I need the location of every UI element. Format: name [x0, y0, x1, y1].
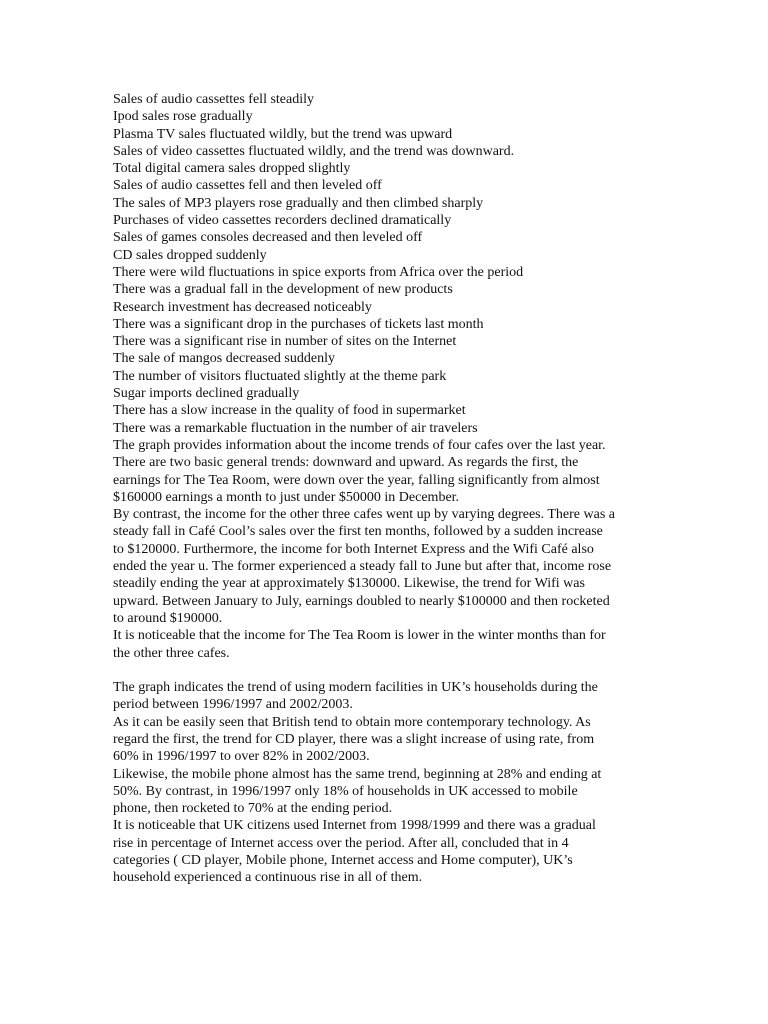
paragraph-line: ended the year u. The former experienced a steady fall to June but after that, income rose [113, 559, 612, 575]
paragraph-line: regard the first, the trend for CD player, there was a slight increase of using rate, from [113, 731, 595, 747]
essay-cafes-paragraph-2 [113, 506, 633, 627]
paragraph-line: period between 1996/1997 and 2002/2003. [113, 697, 353, 713]
sentence-line: Plasma TV sales fluctuated wildly, but the trend was upward [113, 126, 453, 142]
paragraph-line: earnings for The Tea Room, were down over the year, falling significantly from almost [113, 472, 600, 488]
sentence-line: Sugar imports declined gradually [113, 386, 300, 402]
sentence-line: The sales of MP3 players rose gradually and then climbed sharply [113, 195, 484, 211]
sentence-line: Ipod sales rose gradually [113, 109, 253, 125]
sentence-line: There has a slow increase in the quality of food in supermarket [113, 403, 466, 419]
essay-cafes [113, 437, 633, 662]
paragraph-line: $160000 earnings a month to just under $50000 in December. [113, 489, 460, 505]
sentence-line: Sales of audio cassettes fell steadily [113, 92, 314, 107]
paragraph-line: to around $190000. [113, 610, 223, 626]
paragraph-line: By contrast, the income for the other three cafes went up by varying degrees. There was a [113, 507, 615, 523]
essay-cafes-paragraph-1 [113, 437, 633, 506]
essay-households-paragraph-2 [113, 714, 633, 766]
sentence-line: Research investment has decreased noticeably [113, 299, 372, 315]
paragraph-line: As it can be easily seen that British tend to obtain more contemporary technology. As [113, 714, 591, 730]
paragraph-line: It is noticeable that the income for The Tea Room is lower in the winter months than for [113, 628, 606, 644]
sentence-line: There was a significant rise in number of sites on the Internet [113, 334, 457, 350]
paragraph-line: steadily ending the year at approximately $130000. Likewise, the trend for Wifi was [113, 576, 585, 592]
blank-line [113, 662, 633, 679]
sentence-line: Sales of video cassettes fluctuated wildly, and the trend was downward. [113, 143, 515, 159]
paragraph-line: 50%. By contrast, in 1996/1997 only 18% of households in UK accessed to mobile [113, 783, 578, 799]
sentence-line: The sale of mangos decreased suddenly [113, 351, 335, 367]
paragraph-line: The graph indicates the trend of using modern facilities in UK’s households during the [113, 680, 598, 696]
essay-households-paragraph-4 [113, 817, 633, 886]
sentence-line: There was a gradual fall in the development of new products [113, 282, 453, 298]
paragraph-line: phone, then rocketed to 70% at the ending period. [113, 801, 393, 817]
sentence-line: There was a significant drop in the purchases of tickets last month [113, 316, 484, 332]
paragraph-line: upward. Between January to July, earnings doubled to nearly $100000 and then rocketed [113, 593, 610, 609]
paragraph-line: steady fall in Café Cool’s sales over the first ten months, followed by a sudden increase [113, 524, 603, 540]
paragraph-line: There are two basic general trends: downward and upward. As regards the first, the [113, 455, 579, 471]
sentence-line: CD sales dropped suddenly [113, 247, 267, 263]
paragraph-line: the other three cafes. [113, 645, 230, 661]
essay-cafes-paragraph-3 [113, 627, 633, 662]
paragraph-line: to $120000. Furthermore, the income for both Internet Express and the Wifi Café also [113, 541, 594, 557]
essay-households-paragraph-1 [113, 679, 633, 714]
sentence-line: Sales of games consoles decreased and then leveled off [113, 230, 423, 246]
paragraph-line: categories ( CD player, Mobile phone, Internet access and Home computer), UK’s [113, 853, 573, 869]
sentence-line: The number of visitors fluctuated slightly at the theme park [113, 368, 447, 384]
sentence-line: Purchases of video cassettes recorders declined dramatically [113, 213, 452, 229]
essay-households-paragraph-3 [113, 766, 633, 818]
paragraph-line: The graph provides information about the income trends of four cafes over the last year. [113, 437, 606, 453]
paragraph-line: rise in percentage of Internet access over the period. After all, concluded that in 4 [113, 835, 569, 851]
document-page [113, 91, 633, 887]
sentence-line: Total digital camera sales dropped slightly [113, 161, 351, 177]
sentence-line: Sales of audio cassettes fell and then leveled off [113, 178, 382, 194]
sentence-line: There was a remarkable fluctuation in the number of air travelers [113, 420, 478, 436]
sentence-line: There were wild fluctuations in spice exports from Africa over the period [113, 264, 524, 280]
paragraph-line: It is noticeable that UK citizens used Internet from 1998/1999 and there was a gradual [113, 818, 596, 834]
paragraph-line: Likewise, the mobile phone almost has the same trend, beginning at 28% and ending at [113, 766, 602, 782]
essay-households [113, 679, 633, 887]
paragraph-line: 60% in 1996/1997 to over 82% in 2002/2003. [113, 749, 370, 765]
paragraph-line: household experienced a continuous rise in all of them. [113, 870, 423, 886]
sentence-list [113, 91, 633, 437]
